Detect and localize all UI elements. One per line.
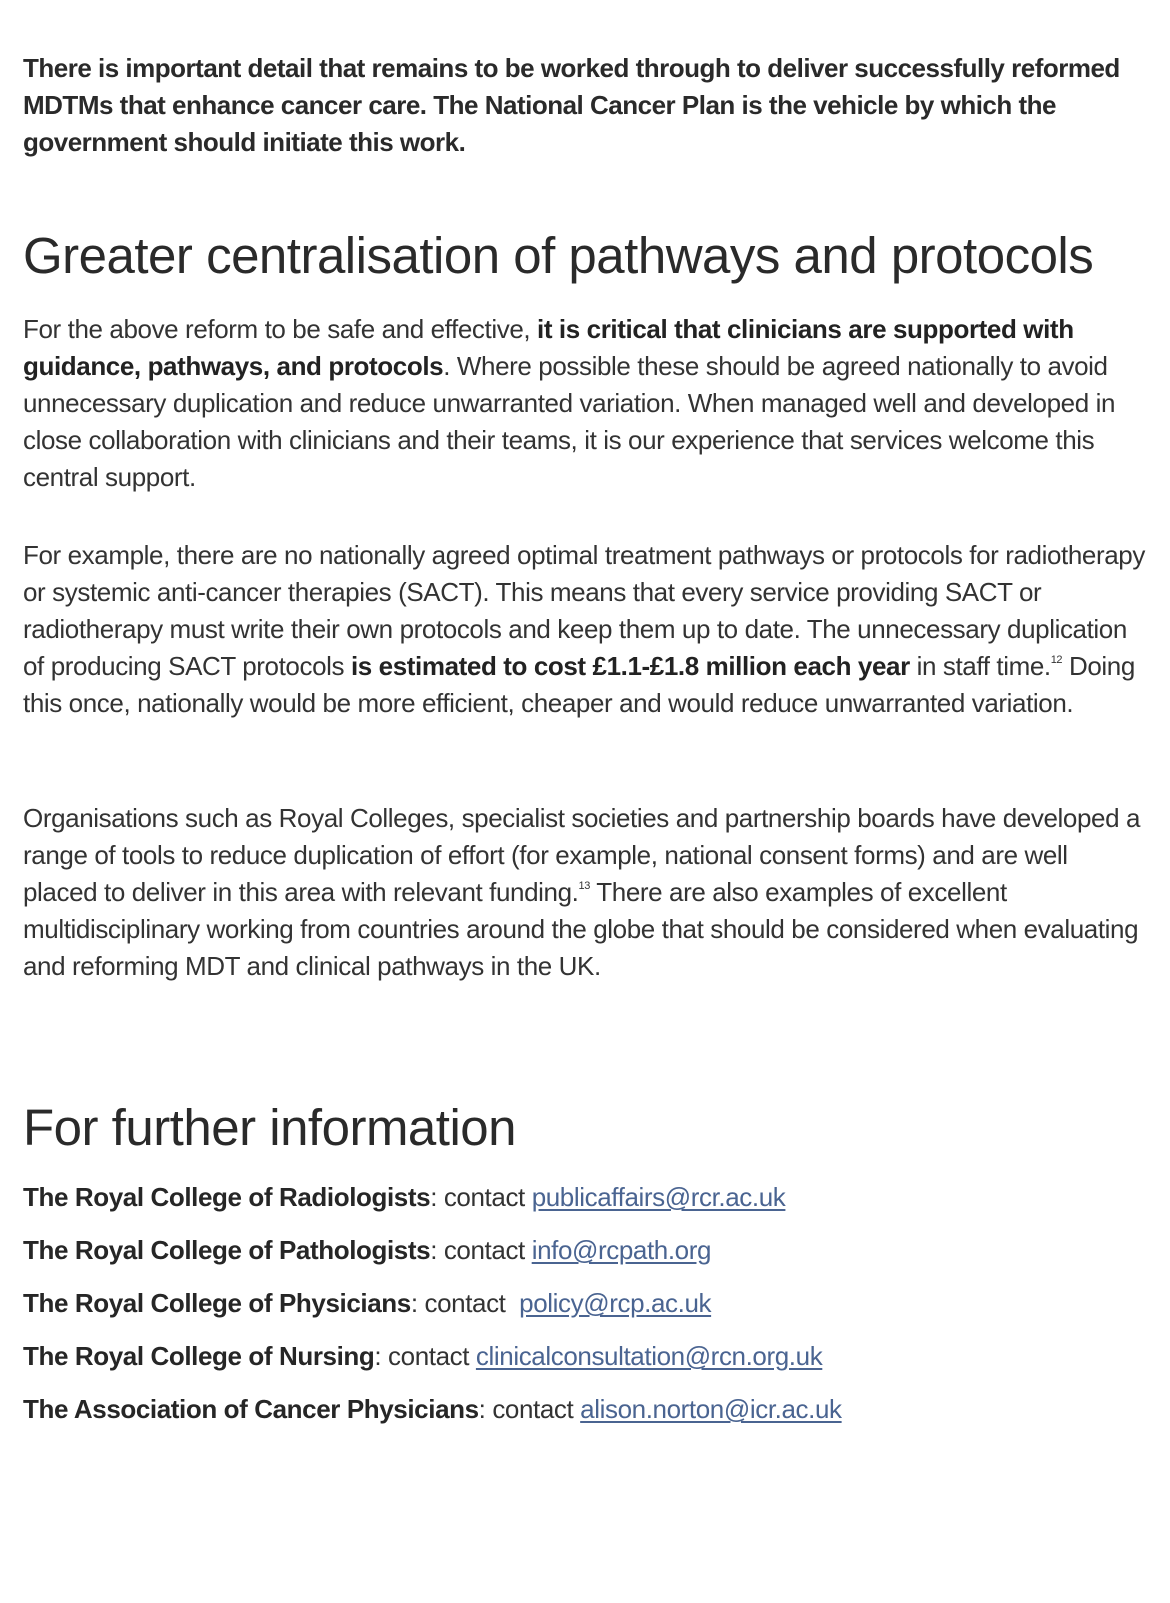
text-segment: in staff time. (909, 651, 1051, 681)
contact-label: : contact (374, 1341, 476, 1371)
contact-email-link[interactable]: publicaffairs@rcr.ac.uk (531, 1182, 786, 1212)
contact-label: : contact (410, 1288, 520, 1318)
contact-org: The Royal College of Radiologists (23, 1182, 431, 1212)
footnote-ref-13: 13 (578, 880, 590, 892)
contact-org: The Royal College of Pathologists (23, 1235, 431, 1265)
contact-label: : contact (430, 1235, 532, 1265)
contact-list (23, 1180, 842, 1445)
contact-email-link[interactable]: policy@rcp.ac.uk (519, 1288, 712, 1318)
contact-org: The Association of Cancer Physicians (23, 1394, 479, 1424)
contact-item-rcn (23, 1339, 842, 1392)
text-segment: For example, there are no nationally agreed optimal treatment pathways or protocols for radiotherapy or systemic anti-cancer therapies (SACT). This means that every service providing SACT or radiotherapy must write their own protocols and keep them up to date. The unnecessary duplication of producing SACT protocols (23, 540, 1145, 681)
contact-item-acp (23, 1392, 842, 1445)
contact-item-rcpath (23, 1233, 842, 1286)
contact-item-rcp (23, 1286, 842, 1339)
contact-org: The Royal College of Physicians (23, 1288, 411, 1318)
contact-email-link[interactable]: clinicalconsultation@rcn.org.uk (475, 1341, 823, 1371)
contact-email-link[interactable]: info@rcpath.org (531, 1235, 712, 1265)
bold-text-segment: it is critical that clinicians are supported with guidance, pathways, and protocols (23, 314, 1074, 381)
footnote-ref-12: 12 (1050, 654, 1063, 666)
text-segment: . Where possible these should be agreed nationally to avoid unnecessary duplication and reduce unwarranted variation. When managed well and developed in close collaboration with clinicians and their teams, it is our experience that services welcome this central support. (23, 351, 1116, 492)
paragraph-organisations (23, 800, 1148, 985)
paragraph-reform-support (23, 311, 1148, 496)
contact-org: The Royal College of Nursing (23, 1341, 375, 1371)
text-segment: Doing this once, nationally would be more efficient, cheaper and would reduce unwarranted variation. (23, 651, 1135, 718)
paragraph-sact-example (23, 537, 1148, 722)
contact-label: : contact (430, 1182, 532, 1212)
contact-email-link[interactable]: alison.norton@icr.ac.uk (580, 1394, 842, 1424)
intro-paragraph: There is important detail that remains to be worked through to deliver successfully reformed MDTMs that enhance cancer care. The National Cancer Plan is the vehicle by which the government should initiate this work. (23, 53, 1120, 157)
text-segment: There are also examples of excellent multidisciplinary working from countries around the globe that should be considered when evaluating and reforming MDT and clinical pathways in the UK. (23, 877, 1139, 981)
text-segment: For the above reform to be safe and effective, (23, 314, 538, 344)
section-heading-centralisation: Greater centralisation of pathways and protocols (23, 227, 1094, 284)
text-segment: Organisations such as Royal Colleges, specialist societies and partnership boards have developed a range of tools to reduce duplication of effort (for example, national consent forms) and are well placed to deliver in this area with relevant funding. (23, 803, 1141, 907)
contact-label: : contact (478, 1394, 581, 1424)
section-heading-further-information: For further information (23, 1099, 517, 1156)
bold-text-segment: is estimated to cost £1.1-£1.8 million each year (350, 651, 910, 681)
contact-item-rcr (23, 1180, 842, 1233)
